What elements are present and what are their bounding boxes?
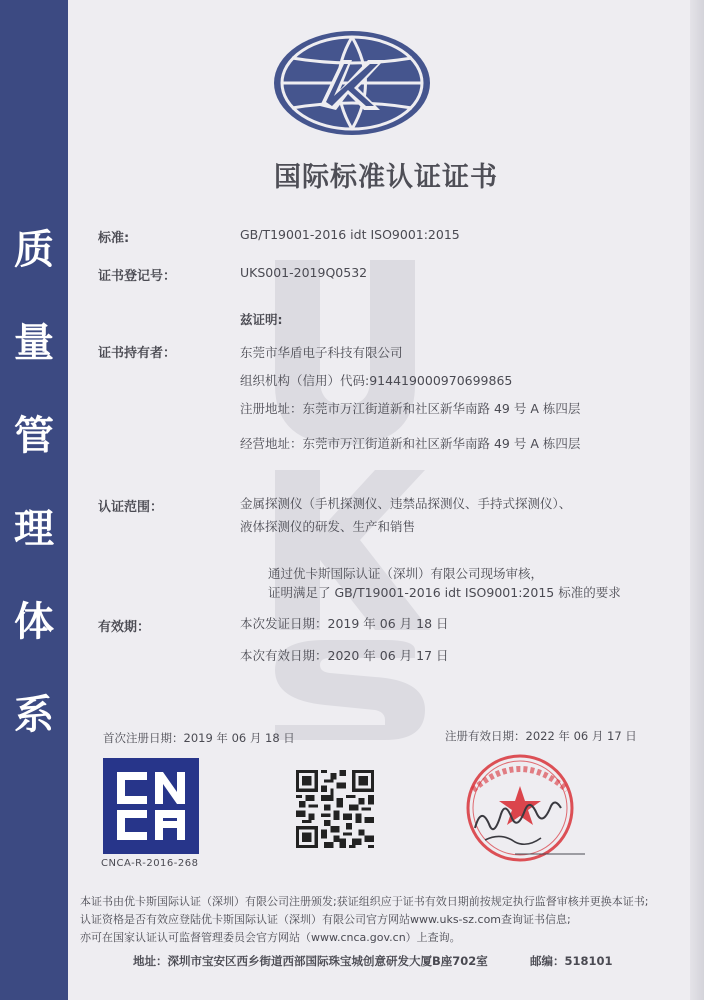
qr-code[interactable] bbox=[296, 770, 374, 848]
cnca-logo bbox=[103, 758, 199, 854]
audit-statement: 通过优卡斯国际认证（深圳）有限公司现场审核， bbox=[268, 566, 544, 581]
company-seal bbox=[445, 750, 595, 870]
paper-edge bbox=[690, 0, 704, 1000]
standard-value: GB/T19001-2016 idt ISO9001:2015 bbox=[240, 227, 460, 242]
scope-label: 认证范围： bbox=[98, 500, 164, 515]
scope-line: 金属探测仪（手机探测仪、违禁品探测仪、手持式探测仪）、 bbox=[240, 496, 572, 511]
registration-valid-date: 注册有效日期：2022 年 06 月 17 日 bbox=[445, 729, 637, 743]
registration-number: UKS001-2019Q0532 bbox=[240, 265, 368, 280]
side-title-char: 系 bbox=[14, 692, 54, 738]
registration-label: 证书登记号： bbox=[98, 269, 177, 284]
audit-statement: 证明满足了 GB/T19001-2016 idt ISO9001:2015 标准的要求 bbox=[268, 585, 621, 600]
footer-note: 本证书由优卡斯国际认证（深圳）有限公司注册颁发;获证组织应于证书有效日期前按规定执行监督审核并更换本证书; bbox=[80, 895, 649, 908]
cnca-code: CNCA-R-2016-268 bbox=[101, 858, 199, 869]
first-registration-date: 首次注册日期：2019 年 06 月 18 日 bbox=[103, 731, 295, 745]
org-code: 组织机构（信用）代码:914419000970699865 bbox=[240, 373, 513, 388]
holder-label: 证书持有者： bbox=[98, 346, 177, 361]
side-title-char: 量 bbox=[14, 320, 54, 366]
side-title-char: 质 bbox=[14, 227, 54, 273]
footer-note: 亦可在国家认证认可监督管理委员会官方网站（www.cnca.gov.cn）上查询。 bbox=[80, 931, 461, 944]
validity-label: 有效期： bbox=[98, 620, 151, 635]
issuer-postcode: 邮编：518101 bbox=[530, 954, 613, 968]
side-title-char: 体 bbox=[14, 599, 54, 645]
issuer-address: 地址：深圳市宝安区西乡街道西部国际珠宝城创意研发大厦B座702室 bbox=[133, 954, 488, 968]
holder-name: 东莞市华盾电子科技有限公司 bbox=[240, 345, 403, 360]
certificate-title: 国际标准认证证书 bbox=[274, 162, 498, 193]
issue-date: 本次发证日期：2019 年 06 月 18 日 bbox=[240, 616, 449, 631]
certify-label: 兹证明: bbox=[240, 312, 283, 327]
registered-address: 注册地址：东莞市万江街道新和社区新华南路 49 号 A 栋四层 bbox=[240, 401, 581, 416]
business-address: 经营地址：东莞市万江街道新和社区新华南路 49 号 A 栋四层 bbox=[240, 436, 581, 451]
side-title-char: 理 bbox=[14, 506, 54, 552]
side-band bbox=[0, 0, 68, 1000]
cnca-mark-icon bbox=[103, 758, 199, 854]
expiry-date: 本次有效日期：2020 年 06 月 17 日 bbox=[240, 648, 449, 663]
footer-note: 认证资格是否有效应登陆优卡斯国际认证（深圳）有限公司官方网站www.uks-sz.com查询证书信息; bbox=[80, 913, 571, 926]
side-title-char: 管 bbox=[14, 413, 54, 459]
standard-label: 标准: bbox=[98, 231, 130, 246]
uks-logo bbox=[270, 28, 434, 138]
scope-line: 液体探测仪的研发、生产和销售 bbox=[240, 519, 416, 534]
